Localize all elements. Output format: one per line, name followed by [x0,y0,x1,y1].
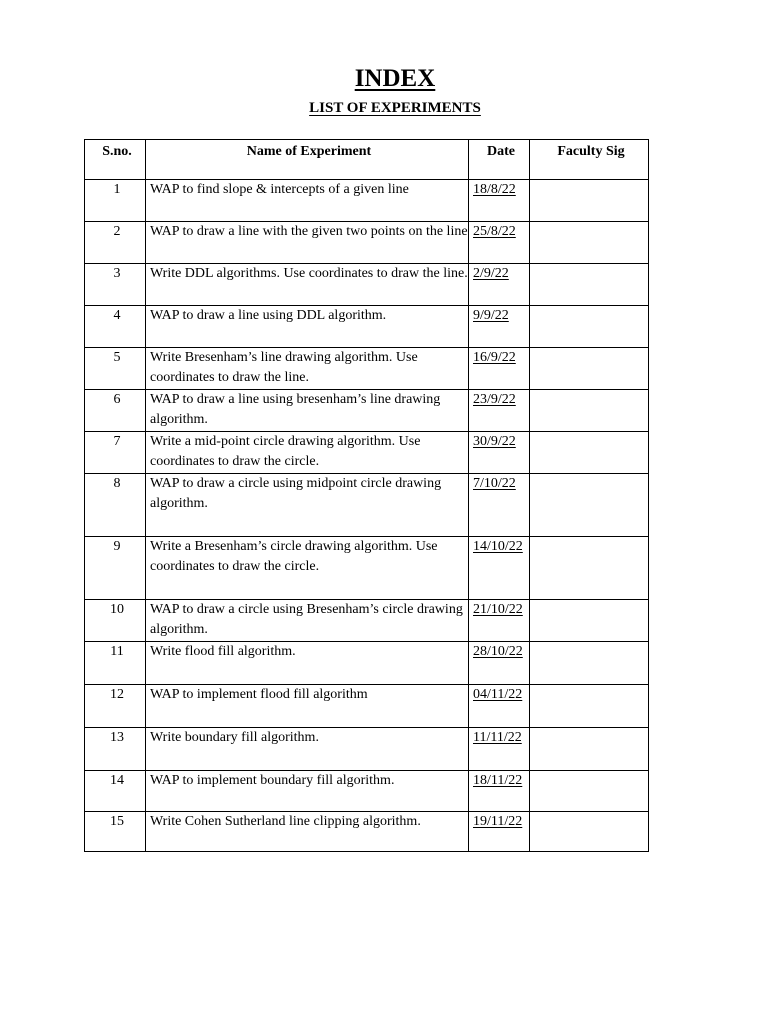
table-row [85,600,649,642]
header-sno: S.no. [85,140,146,180]
table-row [85,474,649,537]
cell-sno: 8 [85,474,146,537]
cell-sno: 15 [85,812,146,852]
cell-date-text: 16/9/22 [473,350,516,365]
cell-experiment-name: Write boundary fill algorithm. [146,728,469,771]
cell-date-text: 28/10/22 [473,644,523,659]
cell-date-text: 18/11/22 [473,773,523,788]
header-faculty-sig: Faculty Sig [530,140,649,180]
cell-date-text: 23/9/22 [473,392,516,407]
cell-date-text: 30/9/22 [473,434,516,449]
cell-date [469,728,530,771]
cell-date-text: 2/9/22 [473,266,509,281]
cell-faculty-sig [530,390,649,432]
page-title-text: INDEX [354,65,436,92]
cell-sno: 14 [85,771,146,812]
cell-faculty-sig [530,812,649,852]
table-row [85,222,649,264]
cell-date [469,222,530,264]
cell-experiment-name: Write a mid-point circle drawing algorithm. Use coordinates to draw the circle. [146,432,469,474]
cell-experiment-name: Write flood fill algorithm. [146,642,469,685]
cell-date-text: 7/10/22 [473,476,516,491]
cell-experiment-name: WAP to draw a circle using midpoint circle drawing algorithm. [146,474,469,537]
table-row [85,432,649,474]
table-row [85,537,649,600]
cell-experiment-name: WAP to draw a line using bresenham’s line drawing algorithm. [146,390,469,432]
cell-sno: 12 [85,685,146,728]
cell-experiment-name: WAP to implement flood fill algorithm [146,685,469,728]
cell-date [469,642,530,685]
cell-date [469,685,530,728]
cell-faculty-sig [530,771,649,812]
cell-date [469,390,530,432]
cell-date-text: 25/8/22 [473,224,516,239]
page-title [0,64,768,94]
cell-date [469,771,530,812]
table-row [85,390,649,432]
cell-sno: 13 [85,728,146,771]
cell-faculty-sig [530,264,649,306]
header-name: Name of Experiment [146,140,469,180]
cell-faculty-sig [530,180,649,222]
cell-faculty-sig [530,348,649,390]
cell-date [469,180,530,222]
cell-experiment-name: WAP to implement boundary fill algorithm. [146,771,469,812]
table-row [85,685,649,728]
cell-faculty-sig [530,642,649,685]
cell-sno: 6 [85,390,146,432]
cell-date-text: 18/8/22 [473,182,516,197]
cell-experiment-name: Write DDL algorithms. Use coordinates to draw the line. [146,264,469,306]
cell-date-text: 21/10/22 [473,602,523,617]
cell-experiment-name: WAP to draw a line using DDL algorithm. [146,306,469,348]
cell-date [469,537,530,600]
experiments-table [84,139,649,852]
cell-sno: 7 [85,432,146,474]
cell-date-text: 04/11/22 [473,687,523,702]
table-row [85,180,649,222]
cell-experiment-name: WAP to draw a line with the given two points on the line [146,222,469,264]
cell-date [469,432,530,474]
table-row [85,728,649,771]
cell-sno: 3 [85,264,146,306]
cell-experiment-name: Write Cohen Sutherland line clipping algorithm. [146,812,469,852]
cell-experiment-name: WAP to draw a circle using Bresenham’s circle drawing algorithm. [146,600,469,642]
cell-sno: 5 [85,348,146,390]
cell-faculty-sig [530,728,649,771]
header-date: Date [469,140,530,180]
cell-date [469,812,530,852]
cell-sno: 1 [85,180,146,222]
cell-faculty-sig [530,306,649,348]
cell-experiment-name: Write Bresenham’s line drawing algorithm. Use coordinates to draw the line. [146,348,469,390]
table-row [85,348,649,390]
cell-sno: 2 [85,222,146,264]
cell-date-text: 11/11/22 [473,730,522,745]
cell-date-text: 14/10/22 [473,539,523,554]
cell-faculty-sig [530,600,649,642]
page-subtitle [0,98,768,118]
cell-sno: 9 [85,537,146,600]
table-header-row [85,140,649,180]
cell-faculty-sig [530,222,649,264]
cell-date-text: 9/9/22 [473,308,509,323]
cell-date [469,264,530,306]
cell-date [469,306,530,348]
cell-sno: 11 [85,642,146,685]
cell-sno: 4 [85,306,146,348]
table-row [85,306,649,348]
table-row [85,812,649,852]
cell-experiment-name: WAP to find slope & intercepts of a given line [146,180,469,222]
cell-faculty-sig [530,685,649,728]
table-row [85,771,649,812]
cell-date [469,474,530,537]
table-row [85,264,649,306]
cell-faculty-sig [530,537,649,600]
cell-faculty-sig [530,432,649,474]
cell-date [469,600,530,642]
page-subtitle-text: LIST OF EXPERIMENTS [309,100,481,116]
table-body [85,180,649,852]
cell-experiment-name: Write a Bresenham’s circle drawing algorithm. Use coordinates to draw the circle. [146,537,469,600]
cell-date-text: 19/11/22 [473,814,523,829]
cell-date [469,348,530,390]
cell-sno: 10 [85,600,146,642]
table-row [85,642,649,685]
cell-faculty-sig [530,474,649,537]
